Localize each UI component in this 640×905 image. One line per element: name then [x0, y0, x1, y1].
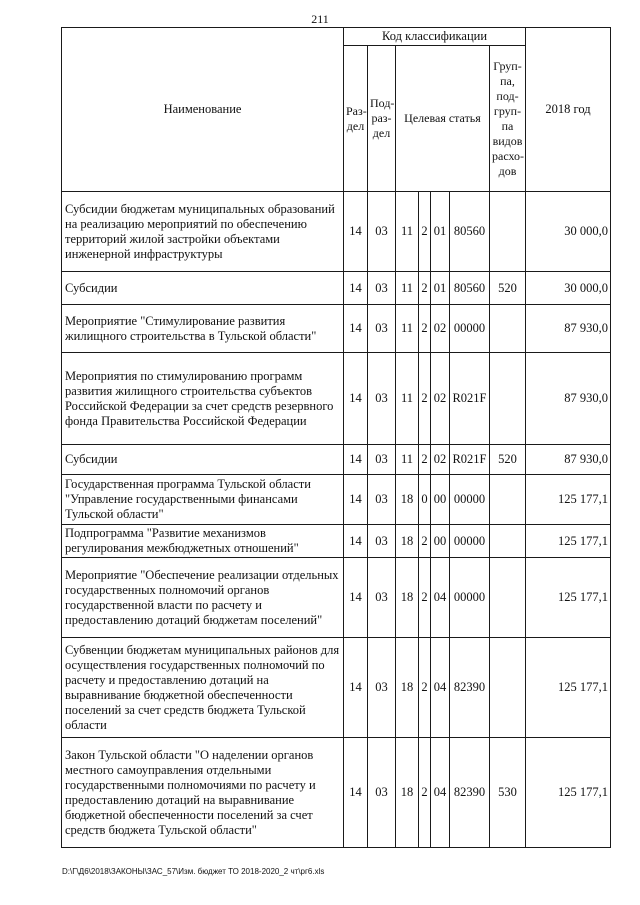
row-expense-type: [490, 638, 526, 738]
table-row: [62, 638, 611, 738]
row-target-subprogram: 2: [419, 445, 431, 475]
row-target-event: 04: [431, 738, 450, 848]
row-subsection: 03: [368, 192, 396, 272]
file-path-footer: D:\Г\Д6\2018\ЗАКОНЫ\ЗАС_57\Изм. бюджет ТО 2018-2020_2 чт\рг6.xls: [62, 867, 325, 876]
row-target-subprogram: 2: [419, 192, 431, 272]
budget-table: [61, 27, 611, 848]
row-target-program: 11: [396, 353, 419, 445]
row-expense-type: [490, 558, 526, 638]
row-amount: 30 000,0: [526, 192, 611, 272]
row-target-event: 02: [431, 305, 450, 353]
row-expense-type: [490, 305, 526, 353]
header-name: Наименование: [62, 28, 344, 192]
row-target-event: 01: [431, 272, 450, 305]
row-amount: 125 177,1: [526, 475, 611, 525]
row-subsection: 03: [368, 525, 396, 558]
row-target-subprogram: 2: [419, 738, 431, 848]
row-target-direction: 00000: [450, 558, 490, 638]
header-target-article: Целевая статья: [396, 46, 490, 192]
row-amount: 87 930,0: [526, 305, 611, 353]
table-row: [62, 353, 611, 445]
row-subsection: 03: [368, 305, 396, 353]
table-row: [62, 525, 611, 558]
row-expense-type: [490, 192, 526, 272]
row-expense-type: 530: [490, 738, 526, 848]
row-subsection: 03: [368, 475, 396, 525]
row-section: 14: [344, 638, 368, 738]
row-target-program: 11: [396, 305, 419, 353]
row-target-program: 18: [396, 475, 419, 525]
row-target-subprogram: 2: [419, 525, 431, 558]
row-name: Субсидии: [62, 272, 344, 305]
row-name: Подпрограмма "Развитие механизмов регулирования межбюджетных отношений": [62, 525, 344, 558]
row-target-direction: 00000: [450, 525, 490, 558]
row-amount: 30 000,0: [526, 272, 611, 305]
row-section: 14: [344, 525, 368, 558]
row-subsection: 03: [368, 558, 396, 638]
row-target-event: 04: [431, 638, 450, 738]
row-name: Субвенции бюджетам муниципальных районов для осуществления государственных полномочий по расчету и предоставлению дотаций на выравнивание бюджетной обеспеченности поселений за счет средств бюджета Тульской области: [62, 638, 344, 738]
page-number: 211: [311, 12, 329, 26]
row-target-direction: R021F: [450, 353, 490, 445]
row-target-program: 18: [396, 738, 419, 848]
table-row: [62, 738, 611, 848]
row-section: 14: [344, 272, 368, 305]
row-target-event: 02: [431, 445, 450, 475]
row-subsection: 03: [368, 445, 396, 475]
row-amount: 125 177,1: [526, 558, 611, 638]
row-amount: 125 177,1: [526, 638, 611, 738]
row-section: 14: [344, 475, 368, 525]
row-section: 14: [344, 353, 368, 445]
row-target-event: 02: [431, 353, 450, 445]
row-subsection: 03: [368, 738, 396, 848]
row-name: Мероприятия по стимулированию программ развития жилищного строительства субъектов Российской Федерации за счет средств резервного фонда Правительства Российской Федерации: [62, 353, 344, 445]
table-row: [62, 305, 611, 353]
row-target-event: 04: [431, 558, 450, 638]
table-row: [62, 192, 611, 272]
row-expense-type: [490, 525, 526, 558]
row-target-program: 11: [396, 445, 419, 475]
row-section: 14: [344, 192, 368, 272]
row-target-event: 00: [431, 525, 450, 558]
row-target-program: 11: [396, 272, 419, 305]
row-expense-type: [490, 475, 526, 525]
row-expense-type: 520: [490, 272, 526, 305]
row-name: Закон Тульской области "О наделении органов местного самоуправления отдельными государственными полномочиями по расчету и предоставлению дотаций на выравнивание бюджетной обеспеченности поселений за счет средств бюджета Тульской области": [62, 738, 344, 848]
row-amount: 125 177,1: [526, 738, 611, 848]
row-target-subprogram: 2: [419, 638, 431, 738]
header-expense-group: Груп-па, под-груп-па видов расхо-дов: [490, 46, 526, 192]
row-name: Мероприятие "Обеспечение реализации отдельных государственных полномочий органов государственной власти по расчету и предоставлению дотаций бюджетам поселений": [62, 558, 344, 638]
row-subsection: 03: [368, 353, 396, 445]
row-target-event: 01: [431, 192, 450, 272]
row-target-subprogram: 2: [419, 272, 431, 305]
row-target-program: 18: [396, 638, 419, 738]
table-row: [62, 272, 611, 305]
table-body: [62, 192, 611, 848]
row-target-event: 00: [431, 475, 450, 525]
table-row: [62, 475, 611, 525]
row-target-direction: 80560: [450, 192, 490, 272]
row-target-direction: 82390: [450, 638, 490, 738]
row-section: 14: [344, 305, 368, 353]
row-target-program: 18: [396, 525, 419, 558]
table-row: [62, 445, 611, 475]
row-section: 14: [344, 558, 368, 638]
row-target-direction: 00000: [450, 475, 490, 525]
row-target-direction: R021F: [450, 445, 490, 475]
row-section: 14: [344, 445, 368, 475]
header-classification-code: Код классификации: [344, 28, 526, 46]
row-target-direction: 00000: [450, 305, 490, 353]
row-target-subprogram: 2: [419, 305, 431, 353]
row-target-subprogram: 2: [419, 353, 431, 445]
table-row: [62, 558, 611, 638]
row-name: Государственная программа Тульской области "Управление государственными финансами Тульской области": [62, 475, 344, 525]
row-target-direction: 82390: [450, 738, 490, 848]
header-subsection: Под-раз-дел: [368, 46, 396, 192]
header-section: Раз-дел: [344, 46, 368, 192]
row-subsection: 03: [368, 272, 396, 305]
row-amount: 87 930,0: [526, 445, 611, 475]
row-section: 14: [344, 738, 368, 848]
row-subsection: 03: [368, 638, 396, 738]
header-year: 2018 год: [526, 28, 611, 192]
row-target-program: 11: [396, 192, 419, 272]
row-target-subprogram: 0: [419, 475, 431, 525]
row-target-direction: 80560: [450, 272, 490, 305]
row-expense-type: 520: [490, 445, 526, 475]
row-name: Субсидии бюджетам муниципальных образований на реализацию мероприятий по обеспечению территорий жилой застройки объектами инженерной инфраструктуры: [62, 192, 344, 272]
row-target-subprogram: 2: [419, 558, 431, 638]
row-amount: 125 177,1: [526, 525, 611, 558]
row-name: Мероприятие "Стимулирование развития жилищного строительства в Тульской области": [62, 305, 344, 353]
row-amount: 87 930,0: [526, 353, 611, 445]
row-expense-type: [490, 353, 526, 445]
row-name: Субсидии: [62, 445, 344, 475]
row-target-program: 18: [396, 558, 419, 638]
